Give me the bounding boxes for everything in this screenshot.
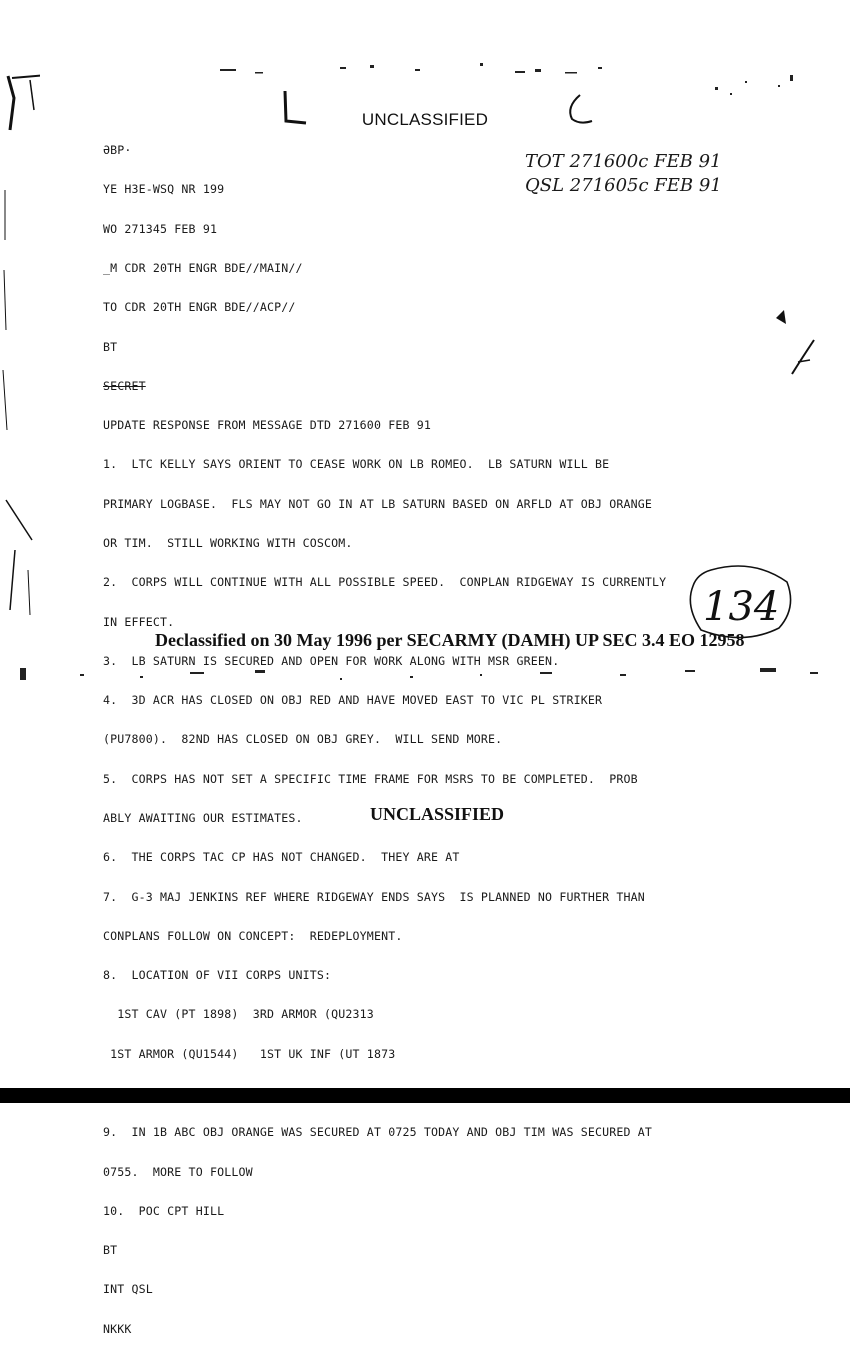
- message-line: INT QSL: [103, 1282, 153, 1297]
- scan-bottom-edge: [0, 1088, 850, 1103]
- message-line-struck: SECRET: [103, 378, 146, 393]
- message-line: 7. G-3 MAJ JENKINS REF WHERE RIDGEWAY ENDS SAYS IS PLANNED NO FURTHER THAN: [103, 889, 645, 904]
- message-line: 4. 3D ACR HAS CLOSED ON OBJ RED AND HAVE MOVED EAST TO VIC PL STRIKER: [103, 693, 603, 708]
- message-line: 8. LOCATION OF VII CORPS UNITS:: [103, 968, 332, 983]
- page-number: 134: [703, 584, 780, 630]
- message-line: 0755. MORE TO FOLLOW: [103, 1164, 253, 1179]
- header-classification: UNCLASSIFIED: [361, 110, 489, 129]
- message-line: BT: [103, 339, 118, 354]
- message-line: IN EFFECT.: [103, 614, 175, 629]
- message-line: WO 271345 FEB 91: [103, 221, 218, 236]
- message-line: 5. CORPS HAS NOT SET A SPECIFIC TIME FRAME FOR MSRS TO BE COMPLETED. PROB: [103, 771, 638, 786]
- message-line: TO CDR 20TH ENGR BDE//ACP//: [103, 300, 296, 315]
- message-line: NKKK: [103, 1321, 132, 1336]
- message-line: PRIMARY LOGBASE. FLS MAY NOT GO IN AT LB SATURN BASED ON ARFLD AT OBJ ORANGE: [103, 496, 653, 511]
- declassification-note: Declassified on 30 May 1996 per SECARMY (DAMH) UP SEC 3.4 EO 12958: [155, 630, 745, 650]
- message-line: 1ST CAV (PT 1898) 3RD ARMOR (QU2313: [103, 1007, 374, 1022]
- message-line: ƏBP·: [103, 143, 132, 158]
- message-line: ̲M CDR 20TH ENGR BDE//MAIN//: [103, 261, 303, 276]
- handwritten-tot-line: TOT 271600c FEB 91: [525, 151, 722, 172]
- scan-mark-right: [770, 310, 830, 380]
- footer-classification: UNCLASSIFIED: [369, 804, 505, 824]
- message-line: UPDATE RESPONSE FROM MESSAGE DTD 271600 FEB 91: [103, 418, 431, 433]
- handwritten-annotation: [525, 150, 785, 198]
- message-line: 1ST ARMOR (QU1544) 1ST UK INF (UT 1873: [103, 1046, 396, 1061]
- message-line: 3. LB SATURN IS SECURED AND OPEN FOR WORK ALONG WITH MSR GREEN.: [103, 653, 560, 668]
- message-line: 1. LTC KELLY SAYS ORIENT TO CEASE WORK ON LB ROMEO. LB SATURN WILL BE: [103, 457, 610, 472]
- message-line: CONPLANS FOLLOW ON CONCEPT: REDEPLOYMENT.: [103, 928, 403, 943]
- scan-marks-left-margin: [0, 70, 40, 630]
- message-line: (PU7800). 82ND HAS CLOSED ON OBJ GREY. WILL SEND MORE.: [103, 732, 503, 747]
- message-line: 2. CORPS WILL CONTINUE WITH ALL POSSIBLE SPEED. CONPLAN RIDGEWAY IS CURRENTLY: [103, 575, 667, 590]
- teletype-message: [103, 118, 803, 1349]
- scan-noise-bottom: [20, 660, 830, 690]
- message-line: 10. POC CPT HILL: [103, 1203, 225, 1218]
- message-line: YE H3E-WSQ NR 199: [103, 182, 225, 197]
- message-line: BT: [103, 1243, 118, 1258]
- handwritten-qsl-line: QSL 271605c FEB 91: [525, 175, 722, 196]
- message-line: 6. THE CORPS TAC CP HAS NOT CHANGED. THEY ARE AT: [103, 850, 460, 865]
- message-line: 9. IN 1B ABC OBJ ORANGE WAS SECURED AT 0725 TODAY AND OBJ TIM WAS SECURED AT: [103, 1125, 653, 1140]
- message-line: ABLY AWAITING OUR ESTIMATES.: [103, 810, 303, 825]
- message-line: OR TIM. STILL WORKING WITH COSCOM.: [103, 536, 353, 550]
